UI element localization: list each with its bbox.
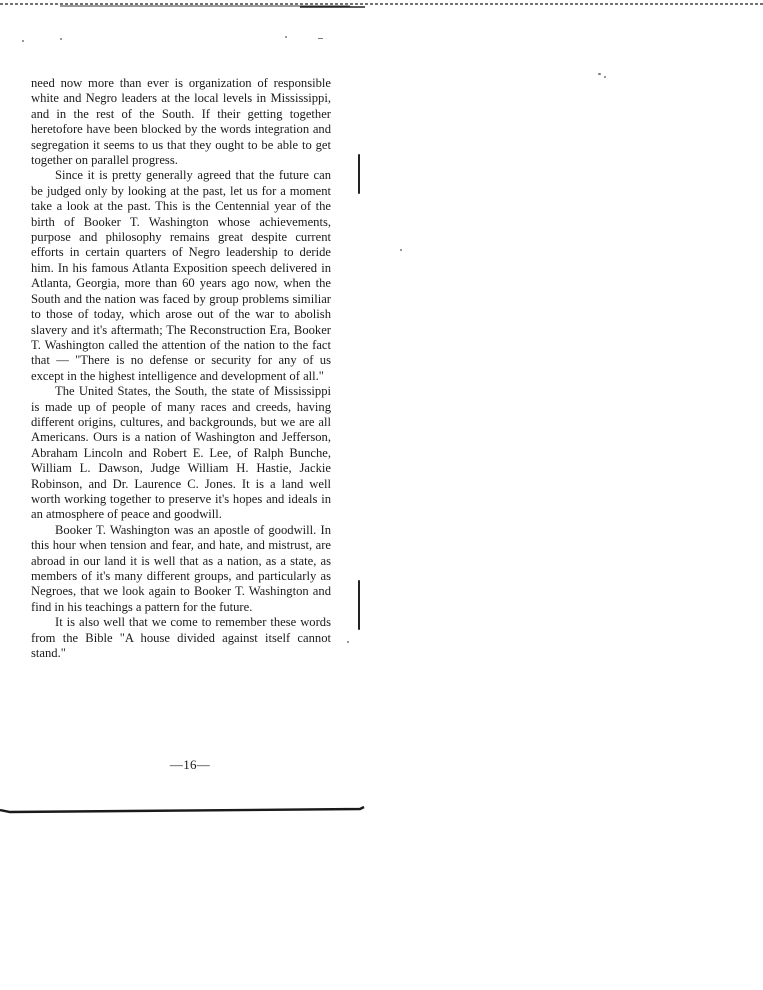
scan-speck xyxy=(318,38,323,39)
scan-speck xyxy=(285,36,287,38)
paragraph: need now more than ever is organization of responsible white and Negro leaders at the local levels in Mississippi, and in the rest of the South. If their getting together heretofore have been blocked by the words integration and segregation it seems to us that they ought to be able to get together on parallel progress. xyxy=(31,76,331,168)
scan-speck xyxy=(60,38,62,40)
scan-speck xyxy=(400,249,402,251)
body-text xyxy=(31,76,331,661)
scan-speck xyxy=(604,76,606,78)
bottom-rule xyxy=(0,800,365,820)
paragraph: The United States, the South, the state of Mississippi is made up of people of many races and creeds, having different origins, cultures, and backgrounds, but we are all Americans. Ours is a nation of Washington and Jefferson, Abraham Lincoln and Robert E. Lee, of Ralph Bunche, William L. Dawson, Judge William H. Hastie, Jackie Robinson, and Dr. Laurence C. Jones. It is a land well worth working together to preserve it's hopes and ideals in an atmosphere of peace and goodwill. xyxy=(31,384,331,522)
scan-speck xyxy=(22,40,24,42)
scan-speck xyxy=(598,73,601,75)
paragraph: Booker T. Washington was an apostle of goodwill. In this hour when tension and fear, and hate, and mistrust, are abroad in our land it is well that as a nation, as a state, as members of it's many different groups, and particularly as Negroes, that we look again to Booker T. Washington and find in his teachings a pattern for the future. xyxy=(31,522,331,614)
scan-speck xyxy=(347,641,349,643)
paragraph: It is also well that we come to remember these words from the Bible "A house divided against itself cannot stand." xyxy=(31,615,331,661)
top-perforated-border xyxy=(0,0,763,10)
paragraph: Since it is pretty generally agreed that the future can be judged only by looking at the past, let us for a moment take a look at the past. This is the Centennial year of the birth of Booker T. Washington whose achievements, purpose and philosophy remains great despite current efforts in certain quarters of Negro leadership to deride him. In his famous Atlanta Exposition speech delivered in Atlanta, Georgia, more than 60 years ago now, when the South and the nation was faced by group problems similiar to those of today, which arose out of the war to abolish slavery and it's aftermath; The Reconstruction Era, Booker T. Washington called the attention of the nation to the fact that — "There is no defense or security for any of us except in the highest intelligence and development of all." xyxy=(31,168,331,383)
margin-mark xyxy=(358,154,360,194)
margin-mark xyxy=(358,580,360,630)
page-number: —16— xyxy=(169,757,211,772)
